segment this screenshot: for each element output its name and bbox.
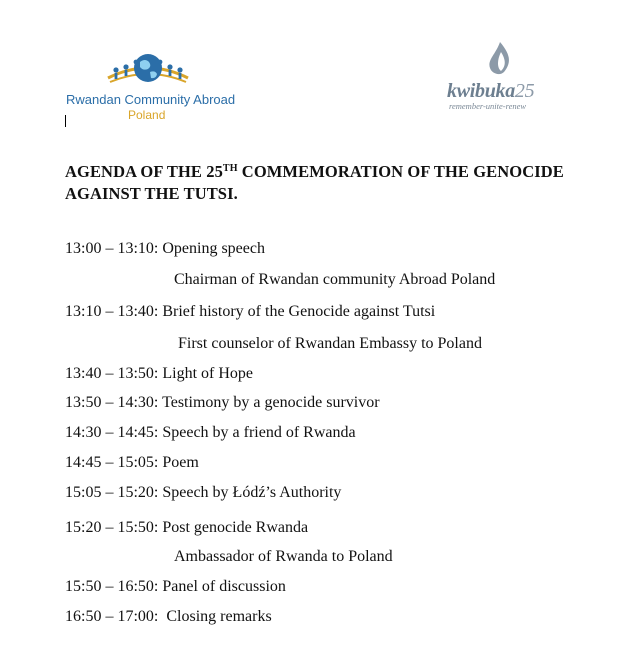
agenda-row [65,394,380,412]
agenda-row [65,240,265,258]
kwibuka-word: kwibuka [447,80,515,102]
org-name: Rwandan Community Abroad [66,92,236,107]
agenda-time: 13:00 – 13:10: [65,240,159,257]
agenda-item: Brief history of the Genocide against Tutsi [162,303,436,320]
agenda-time: 16:50 – 17:00: [65,608,163,625]
agenda-title [65,161,585,205]
agenda-row [65,578,286,596]
kwibuka-wordmark [447,80,534,103]
agenda-time: 13:50 – 14:30: [65,394,159,411]
agenda-time: 15:05 – 15:20: [65,484,159,501]
title-superscript: TH [222,163,238,174]
agenda-time: 13:40 – 13:50: [65,365,159,382]
agenda-item: Closing remarks [166,608,272,625]
title-part2: COMMEMORATION OF THE GENOCIDE AGAINST THE TUTSI. [65,162,564,203]
agenda-time: 13:10 – 13:40: [65,303,159,320]
agenda-item: Opening speech [162,240,265,257]
agenda-row [65,484,341,502]
agenda-time: 15:50 – 16:50: [65,578,159,595]
agenda-item: Speech by a friend of Rwanda [162,424,356,441]
agenda-speaker: First counselor of Rwandan Embassy to Poland [178,335,482,352]
agenda-speaker: Ambassador of Rwanda to Poland [174,548,393,565]
title-part1: AGENDA OF THE 25 [65,162,223,181]
kwibuka-number: 25 [514,80,535,102]
agenda-row [65,424,356,442]
agenda-item: Speech by Łódź’s Authority [162,484,342,501]
agenda-item: Light of Hope [162,365,253,382]
agenda-time: 14:45 – 15:05: [65,454,159,471]
text-cursor [65,115,66,127]
agenda-item: Poem [162,454,199,471]
rwandan-community-logo [60,48,240,123]
flame-icon [440,38,570,82]
kwibuka-logo [440,38,570,118]
agenda-item: Panel of discussion [162,578,286,595]
agenda-row [65,303,435,321]
globe-people-icon [60,48,240,93]
agenda-row [65,608,272,626]
agenda-speaker: Chairman of Rwandan community Abroad Poland [174,271,496,288]
agenda-time: 14:30 – 14:45: [65,424,159,441]
agenda-item: Post genocide Rwanda [162,519,309,536]
agenda-row [65,519,308,537]
agenda-item: Testimony by a genocide survivor [162,394,380,411]
agenda-row [65,365,253,383]
agenda-row [65,454,199,472]
agenda-time: 15:20 – 15:50: [65,519,159,536]
kwibuka-tagline: remember-unite-renew [449,101,527,111]
org-country: Poland [128,108,166,122]
